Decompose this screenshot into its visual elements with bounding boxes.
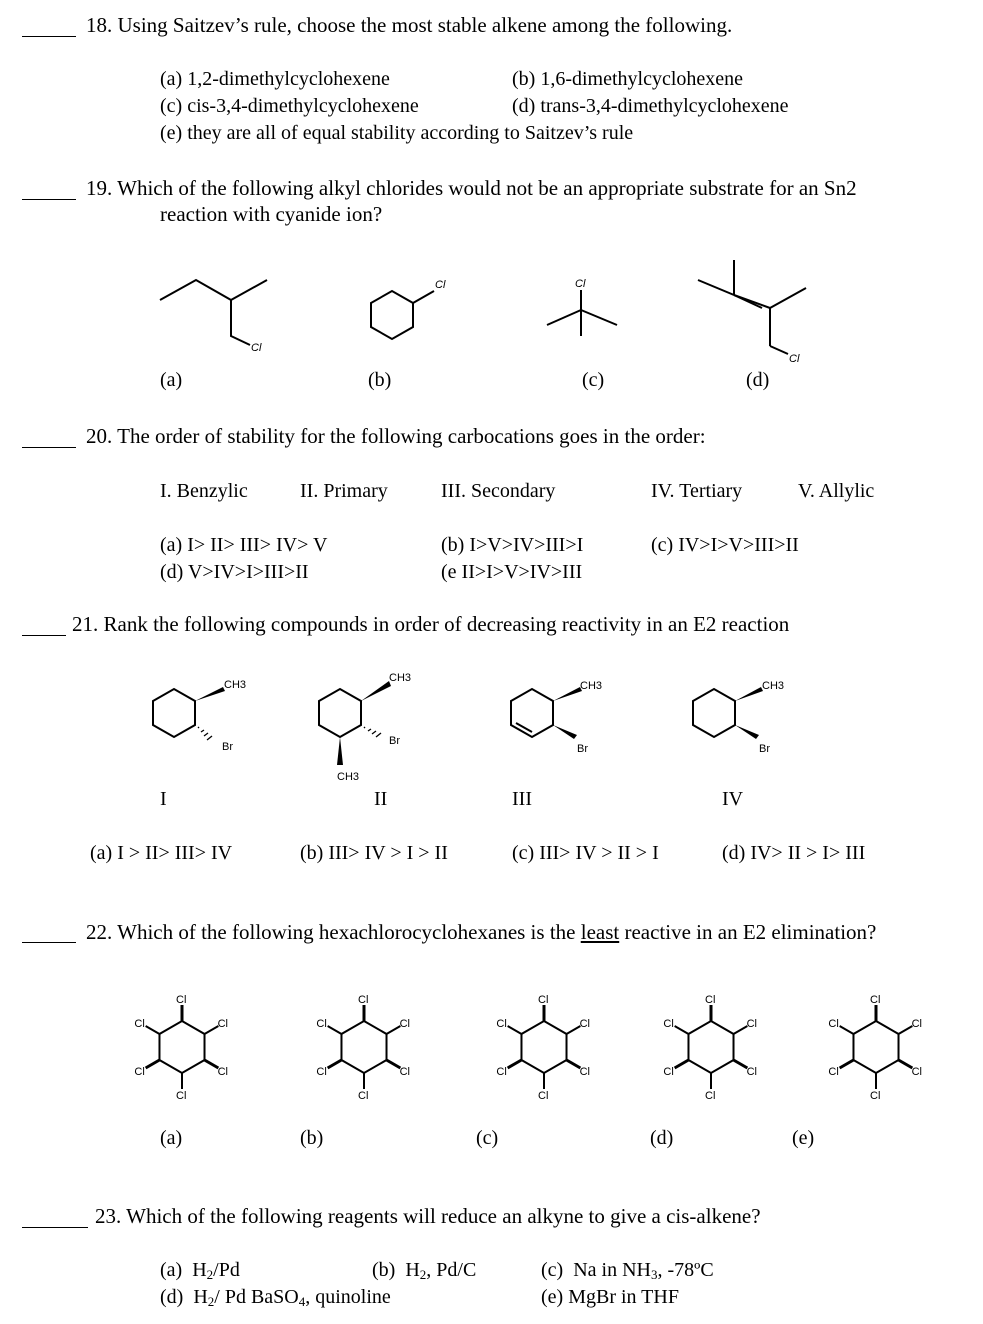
carbocation-I: I. Benzylic xyxy=(160,480,248,502)
q21-IV-br: Br xyxy=(759,743,770,755)
q22-cl-label: Cl xyxy=(134,1066,145,1078)
q22-ring-b xyxy=(341,1021,386,1073)
q19c-structure xyxy=(547,290,617,336)
q22-cl-label: Cl xyxy=(579,1066,590,1078)
q22-cl-label: Cl xyxy=(828,1018,839,1030)
q22-ring-c xyxy=(521,1021,566,1073)
q22-cl-label: Cl xyxy=(705,1090,716,1102)
carbocation-III: III. Secondary xyxy=(441,480,556,502)
answer-blank-22[interactable] xyxy=(22,942,76,943)
q22-cl-label: Cl xyxy=(579,1018,590,1030)
q22-bond xyxy=(567,1060,581,1068)
question-19-text: 19. Which of the following alkyl chlorides would not be an appropriate substrate for an Sn2 xyxy=(86,176,857,200)
question-22-post: reactive in an E2 elimination? xyxy=(619,920,877,944)
q20-option-a: (a) I> II> III> IV> V xyxy=(160,534,328,556)
q22-cl-label: Cl xyxy=(870,994,881,1006)
q22-bond xyxy=(840,1026,854,1034)
question-19-text-line2: reaction with cyanide ion? xyxy=(160,202,383,226)
q20-option-e: (e II>I>V>IV>III xyxy=(441,561,583,583)
question-23-text: 23. Which of the following reagents will reduce an alkyne to give a cis-alkene? xyxy=(95,1204,761,1228)
q22-cl-label: Cl xyxy=(496,1018,507,1030)
q21-numeral-I: I xyxy=(160,788,167,810)
q22-bond xyxy=(508,1060,522,1068)
q20-option-d: (d) V>IV>I>III>II xyxy=(160,561,309,583)
q22-ring-e xyxy=(853,1021,898,1073)
q22-bond xyxy=(508,1026,522,1034)
q22-bond xyxy=(387,1060,401,1068)
q22-cl-label: Cl xyxy=(663,1066,674,1078)
q22-bond xyxy=(567,1026,581,1034)
q22-bond xyxy=(328,1060,342,1068)
q18-option-b: (b) 1,6-dimethylcyclohexene xyxy=(512,68,744,90)
q22-cl-label: Cl xyxy=(746,1066,757,1078)
q22-bond xyxy=(146,1060,160,1068)
q19-label-a: (a) xyxy=(160,369,183,391)
q23-option-b: (b) $H_2$, Pd/C xyxy=(372,1259,477,1282)
q21-structure-II xyxy=(319,689,361,737)
question-21-text: 21. Rank the following compounds in order of decreasing reactivity in an E2 reaction xyxy=(72,612,790,636)
q22-label-e: (e) xyxy=(792,1127,815,1149)
q21-II-ch3: CH3 xyxy=(389,672,412,684)
q21-II-ch3-bottom: CH3 xyxy=(337,771,360,783)
question-18-text: 18. Using Saitzev’s rule, choose the most stable alkene among the following. xyxy=(86,13,733,37)
q21-numeral-IV: IV xyxy=(722,788,744,810)
q21-structure-IV xyxy=(693,689,735,737)
q22-label-b: (b) xyxy=(300,1127,324,1149)
carbocation-V: V. Allylic xyxy=(798,480,875,502)
q22-cl-label: Cl xyxy=(538,994,549,1006)
answer-blank-21[interactable] xyxy=(22,635,66,636)
q22-cl-label: Cl xyxy=(399,1018,410,1030)
q22-cl-label: Cl xyxy=(911,1018,922,1030)
q22-bond xyxy=(205,1026,219,1034)
q22-bond xyxy=(899,1060,913,1068)
q19-label-b: (b) xyxy=(368,369,392,391)
q21-numeral-II: II xyxy=(374,788,388,810)
q22-bond xyxy=(146,1026,160,1034)
q22-ring-a xyxy=(159,1021,204,1073)
q22-label-c: (c) xyxy=(476,1127,499,1149)
q23-option-d: (d) $H_2/$ Pd BaSO$_4$, quinoline xyxy=(160,1286,391,1309)
q22-bond xyxy=(387,1026,401,1034)
q20-option-c: (c) IV>I>V>III>II xyxy=(651,534,799,556)
q22-cl-label: Cl xyxy=(911,1066,922,1078)
q22-cl-label: Cl xyxy=(176,1090,187,1102)
q22-cl-label: Cl xyxy=(134,1018,145,1030)
q19a-cl: Cl xyxy=(251,342,262,354)
q22-ring-d xyxy=(688,1021,733,1073)
q20-option-b: (b) I>V>IV>III>I xyxy=(441,534,584,556)
q22-cl-label: Cl xyxy=(399,1066,410,1078)
answer-blank-23[interactable] xyxy=(22,1227,88,1228)
q21-structures xyxy=(0,665,983,795)
q21-II-br: Br xyxy=(389,735,400,747)
answer-blank-19[interactable] xyxy=(22,199,76,200)
q18-option-a: (a) 1,2-dimethylcyclohexene xyxy=(160,68,390,90)
q22-cl-label: Cl xyxy=(217,1018,228,1030)
q22-cl-label: Cl xyxy=(663,1018,674,1030)
q23-option-c: (c) Na in $NH_3$, -78ºC xyxy=(541,1259,714,1282)
q22-label-d: (d) xyxy=(650,1127,674,1149)
q19d-structure xyxy=(698,260,806,354)
q22-cl-label: Cl xyxy=(176,994,187,1006)
answer-blank-20[interactable] xyxy=(22,447,76,448)
q19-label-c: (c) xyxy=(582,369,605,391)
q19b-structure xyxy=(371,291,434,339)
question-22-pre: 22. Which of the following hexachlorocyclohexanes is the xyxy=(86,920,581,944)
q21-numeral-III: III xyxy=(512,788,532,810)
q22-label-a: (a) xyxy=(160,1127,183,1149)
answer-blank-18[interactable] xyxy=(22,36,76,37)
q18-option-c: (c) cis-3,4-dimethylcyclohexene xyxy=(160,95,419,117)
q22-bond xyxy=(899,1026,913,1034)
q22-bond xyxy=(840,1060,854,1068)
q21-option-c: (c) III> IV > II > I xyxy=(512,842,659,864)
q21-III-ch3: CH3 xyxy=(580,680,603,692)
q22-cl-label: Cl xyxy=(496,1066,507,1078)
q22-cl-label: Cl xyxy=(705,994,716,1006)
q22-bond xyxy=(734,1026,748,1034)
q21-option-d: (d) IV> II > I> III xyxy=(722,842,866,864)
q22-bond xyxy=(675,1060,689,1068)
q19c-cl: Cl xyxy=(575,278,586,290)
q22-cl-label: Cl xyxy=(316,1066,327,1078)
q21-option-b: (b) III> IV > I > II xyxy=(300,842,448,864)
q22-cl-label: Cl xyxy=(358,1090,369,1102)
q22-cl-label: Cl xyxy=(828,1066,839,1078)
question-22-underlined: least xyxy=(580,920,620,944)
q23-option-a: (a) $H_2/Pd$ xyxy=(160,1259,240,1282)
q19d-cl: Cl xyxy=(789,353,800,365)
q18-option-e: (e) they are all of equal stability according to Saitzev’s rule xyxy=(160,122,634,144)
q22-cl-label: Cl xyxy=(316,1018,327,1030)
q21-option-a: (a) I > II> III> IV xyxy=(90,842,233,864)
q19a-structure xyxy=(160,280,267,345)
q19-structures xyxy=(0,250,983,391)
q22-cl-label: Cl xyxy=(870,1090,881,1102)
q21-I-ch3: CH3 xyxy=(224,679,247,691)
q21-structure-I xyxy=(153,689,195,737)
q18-option-d: (d) trans-3,4-dimethylcyclohexene xyxy=(512,95,789,117)
carbocation-IV: IV. Tertiary xyxy=(651,480,743,502)
q22-bond xyxy=(328,1026,342,1034)
q22-bond xyxy=(734,1060,748,1068)
q22-bond xyxy=(675,1026,689,1034)
q19-label-d: (d) xyxy=(746,369,770,391)
q22-cl-label: Cl xyxy=(538,1090,549,1102)
q22-bond xyxy=(205,1060,219,1068)
question-20-text: 20. The order of stability for the following carbocations goes in the order: xyxy=(86,424,706,448)
q23-option-e: (e) MgBr in THF xyxy=(541,1286,679,1308)
q19b-cl: Cl xyxy=(435,279,446,291)
q21-structure-III xyxy=(511,689,553,737)
q22-cl-label: Cl xyxy=(746,1018,757,1030)
q21-III-br: Br xyxy=(577,743,588,755)
q22-cl-label: Cl xyxy=(217,1066,228,1078)
question-22-text xyxy=(86,920,876,945)
q21-I-br: Br xyxy=(222,741,233,753)
q22-cl-label: Cl xyxy=(358,994,369,1006)
carbocation-II: II. Primary xyxy=(300,480,388,502)
q22-structures xyxy=(0,975,983,1125)
q21-IV-ch3: CH3 xyxy=(762,680,785,692)
